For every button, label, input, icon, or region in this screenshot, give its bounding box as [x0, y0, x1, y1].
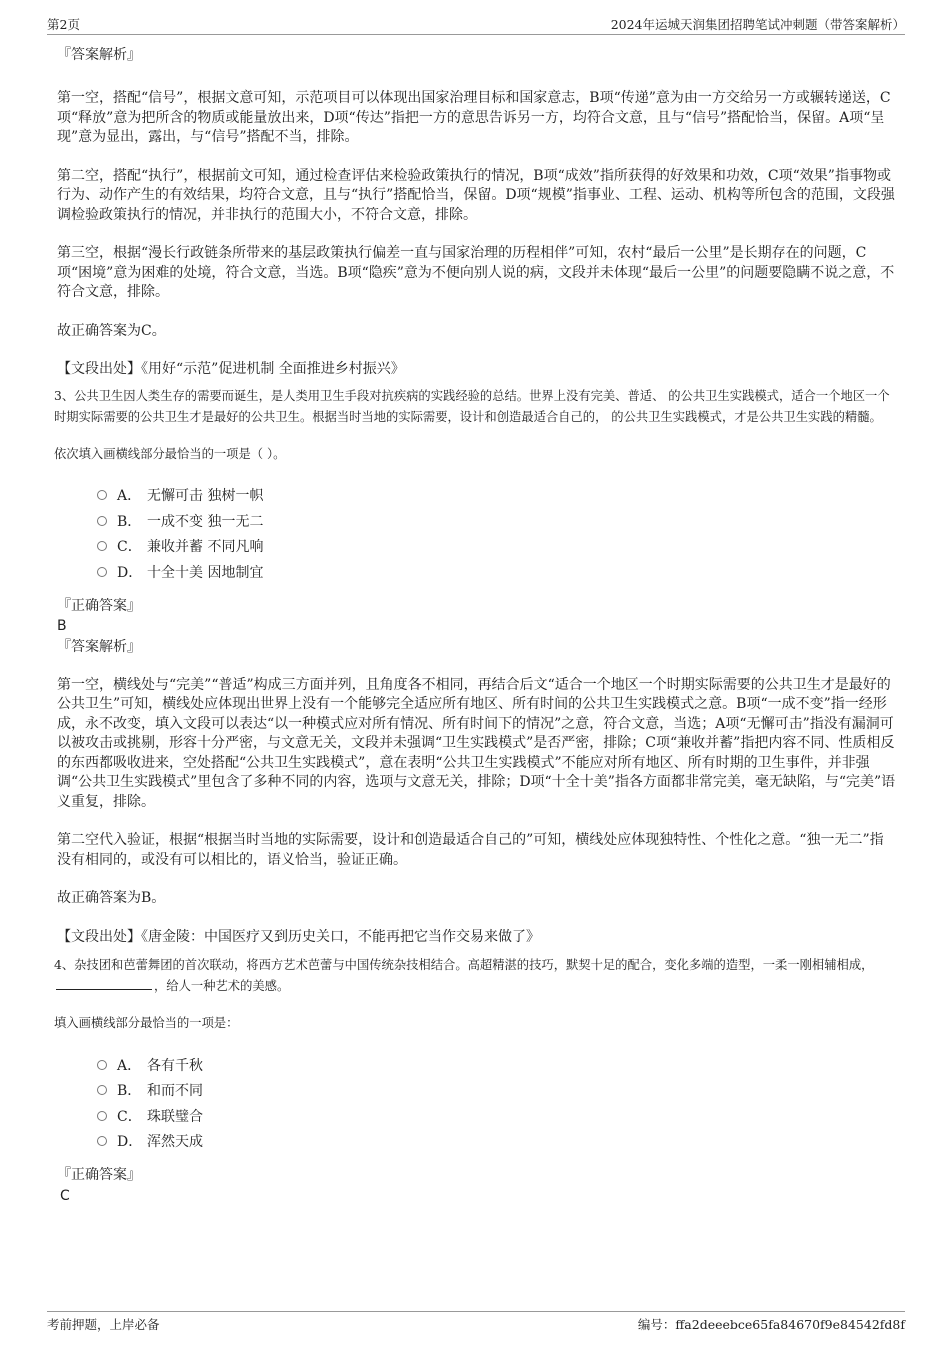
option-text: 一成不变 独一无二	[147, 513, 264, 530]
q3-option-b[interactable]	[97, 508, 897, 534]
radio-icon[interactable]	[97, 1085, 107, 1095]
q4-option-b[interactable]	[97, 1078, 897, 1104]
option-text: 珠联璧合	[147, 1108, 203, 1125]
radio-icon[interactable]	[97, 1111, 107, 1121]
q3-prompt: 依次填入画横线部分最恰当的一项是（ ）。	[54, 446, 286, 461]
option-letter: C．	[117, 539, 142, 556]
q3-analysis-tag: 『答案解析』	[57, 639, 141, 655]
option-text: 和而不同	[147, 1083, 203, 1100]
q3-option-a[interactable]	[97, 483, 897, 509]
option-text: 十全十美 因地制宜	[147, 564, 264, 581]
q4-question-text	[54, 955, 897, 997]
q3-option-d[interactable]	[97, 559, 897, 585]
radio-icon[interactable]	[97, 1136, 107, 1146]
q3-option-c[interactable]	[97, 534, 897, 560]
radio-icon[interactable]	[97, 1060, 107, 1070]
option-letter: B．	[117, 513, 142, 530]
document-id: 编号：ffa2deeebce65fa84670f9e84542fd8f	[637, 1317, 905, 1332]
q2-conclusion: 故正确答案为C。	[57, 322, 166, 339]
q4-question-after: ，给人一种艺术的美感。	[154, 979, 290, 993]
option-letter: D．	[117, 1134, 143, 1151]
q4-option-c[interactable]	[97, 1103, 897, 1129]
option-text: 各有千秋	[147, 1057, 203, 1074]
q4-option-d[interactable]	[97, 1129, 897, 1155]
page-footer	[47, 1311, 905, 1334]
q4-question-before: 4、杂技团和芭蕾舞团的首次联动，将西方艺术芭蕾与中国传统杂技相结合。高超精湛的技巧，默契十足的配合，变化多端的造型，一柔一刚相辅相成，	[54, 958, 874, 972]
option-text: 浑然天成	[147, 1134, 203, 1151]
q3-conclusion: 故正确答案为B。	[57, 890, 166, 906]
document-title: 2024年运城天润集团招聘笔试冲刺题（带答案解析）	[610, 17, 905, 32]
q2-analysis-tag: 『答案解析』	[57, 47, 141, 63]
q4-prompt: 填入画横线部分最恰当的一项是：	[54, 1016, 239, 1030]
q3-answer: B	[57, 618, 67, 634]
footer-slogan: 考前押题，上岸必备	[47, 1317, 160, 1332]
q3-analysis-paragraph-2: 第二空代入验证，根据“根据当时当地的实际需要，设计和创造最适合自己的”可知，横线处应体现独特性、个性化之意。“独一无二”指没有相同的，或没有可以相比的，语义恰当，验证正确。	[57, 832, 884, 868]
question-4	[54, 955, 897, 1204]
option-letter: B．	[117, 1083, 142, 1100]
q3-source: 【文段出处】《唐金陵：中国医疗又到历史关口，不能再把它当作交易来做了》	[57, 928, 540, 945]
q2-analysis-paragraph-3: 第三空，根据“漫长行政链条所带来的基层政策执行偏差一直与国家治理的历程相伴”可知，农村“最后一公里”是长期存在的问题，C项“困境”意为困难的处境，符合文意，当选。B项“隐疾”意为不便向别人说的病，文段并未体现“最后一公里”的问题要隐瞒不说之意，不符合文意，排除。	[57, 245, 895, 300]
q3-answer-tag: 『正确答案』	[57, 597, 141, 614]
option-letter: A．	[117, 488, 142, 505]
option-text: 无懈可击 独树一帜	[147, 488, 264, 505]
q4-option-a[interactable]	[97, 1052, 897, 1078]
q4-answer-tag: 『正确答案』	[57, 1167, 141, 1183]
option-letter: D．	[117, 564, 143, 581]
q4-answer: C	[60, 1187, 70, 1204]
q2-analysis-paragraph-1: 第一空，搭配“信号”，根据文意可知，示范项目可以体现出国家治理目标和国家意志，B项“传递”意为由一方交给另一方或辗转递送，C项“释放”意为把所含的物质或能量放出来，D项“传达”指把一方的意思告诉另一方，均符合文意，且与“信号”搭配恰当，保留。A项“呈现”意为显出，露出，与“信号”搭配不当，排除。	[57, 90, 891, 145]
radio-icon[interactable]	[97, 490, 107, 500]
page-header	[47, 14, 905, 35]
radio-icon[interactable]	[97, 516, 107, 526]
option-letter: A．	[117, 1057, 142, 1074]
option-letter: C．	[117, 1108, 142, 1125]
q3-options	[97, 483, 897, 585]
q2-analysis-paragraph-2: 第二空，搭配“执行”，根据前文可知，通过检查评估来检验政策执行的情况，B项“成效”指所获得的好效果和功效，C项“效果”指事物或行为、动作产生的有效结果，均符合文意，且与“执行”搭配恰当，保留。D项“规模”指事业、工程、运动、机构等所包含的范围，文段强调检验政策执行的情况，并非执行的范围大小，不符合文意，排除。	[57, 167, 895, 223]
q4-options	[97, 1052, 897, 1154]
answer-blank	[56, 977, 152, 990]
q3-question-text: 3、公共卫生因人类生存的需要而诞生，是人类用卫生手段对抗疾病的实践经验的总结。世界上没有完美、普适、 的公共卫生实践模式，适合一个地区一个时期实际需要的公共卫生才是最好的公共卫生。根据当时当地的实际需要，设计和创造最适合自己的， 的公共卫生实践模式，才是公共卫生实践的精髓。	[54, 388, 890, 424]
radio-icon[interactable]	[97, 567, 107, 577]
question-3	[54, 386, 897, 948]
page-number: 第2页	[47, 17, 80, 32]
radio-icon[interactable]	[97, 541, 107, 551]
option-text: 兼收并蓄 不同凡响	[147, 539, 264, 556]
q3-analysis-paragraph-1: 第一空，横线处与“完美”“普适”构成三方面并列，且角度各不相同，再结合后文“适合一个地区一个时期实际需要的公共卫生才是最好的公共卫生”可知，横线处应体现出世界上没有一个能够完全适应所有地区、所有时间的公共卫生实践模式之意。B项“一成不变”指一经形成，永不改变，填入文段可以表达“以一种模式应对所有情况、所有时间下的情况”之意，符合文意，当选；A项“无懈可击”指没有漏洞可以被攻击或挑剔，形容十分严密，与文意无关，文段并未强调“卫生实践模式”是否严密，排除；C项“兼收并蓄”指把内容不同、性质相反的东西都吸收进来，空处搭配“公共卫生实践模式”，意在表明“公共卫生实践模式”不能应对所有地区、所有时期的卫生事件，并非强调“公共卫生实践模式”里包含了多种不同的内容，选项与文意无关，排除；D项“十全十美”指各方面都非常完美，毫无缺陷，与“完美”语义重复，排除。	[57, 676, 896, 810]
q2-source: 【文段出处】《用好“示范”促进机制 全面推进乡村振兴》	[57, 361, 405, 377]
q2-analysis-section	[57, 46, 897, 380]
page-content	[54, 46, 897, 1208]
